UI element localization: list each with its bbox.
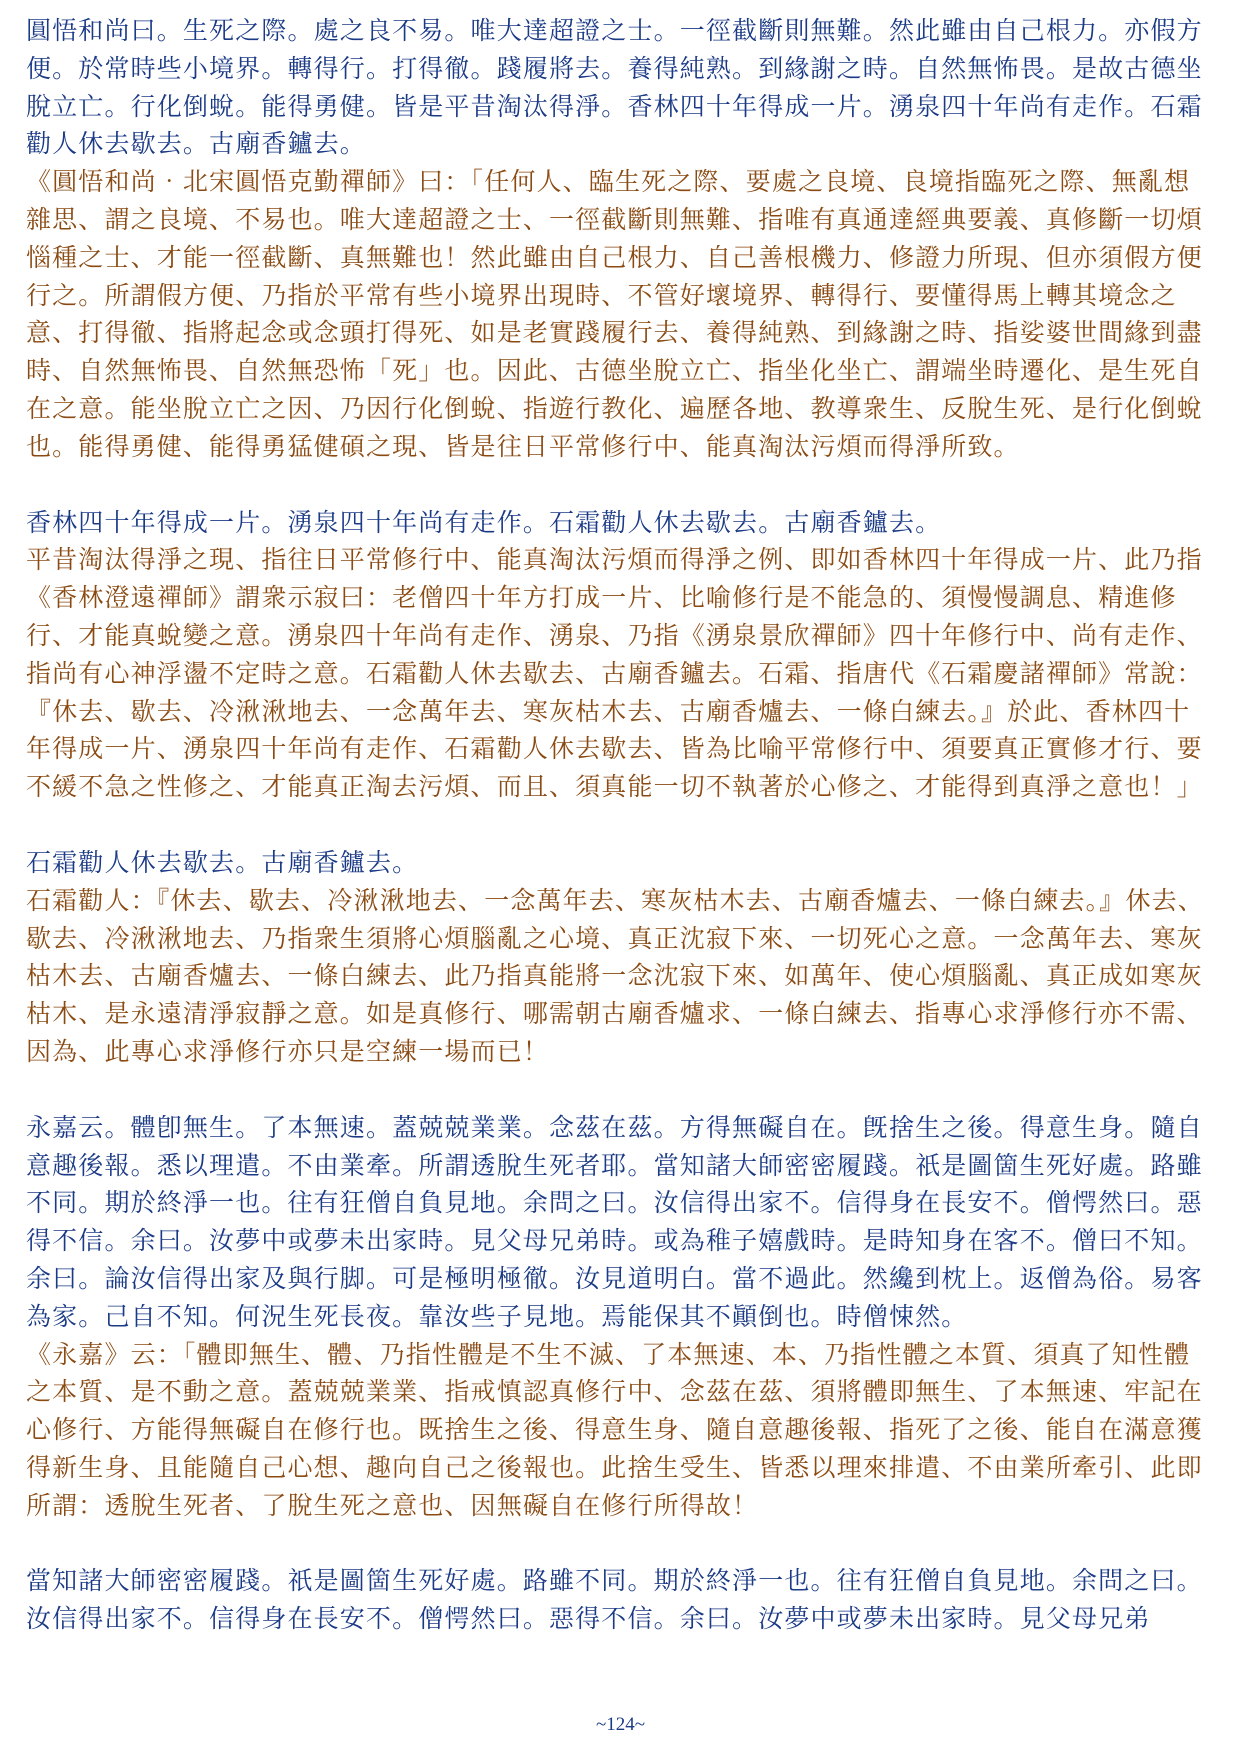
page-number: ~124~: [595, 1714, 646, 1735]
commentary-4: 《永嘉》云：「體即無生、體、乃指性體是不生不滅、了本無速、本、乃指性體之本質、須真了知性體之本質、是不動之意。蓋兢兢業業、指戒慎認真修行中、念茲在茲、須將體即無生、了本無速、牢記在心修行、方能得無礙自在修行也。既捨生之後、得意生身、隨自意趣後報、指死了之後、能自在滿意獲得新生身、且能隨自己心想、趣向自己之後報也。此捨生受生、皆悉以理來排遣、不由業所牽引、此即所謂：透脫生死者、了脫生死之意也、因無礙自在修行所得故！: [26, 1339, 1203, 1520]
paragraph-gap: [26, 1071, 1216, 1109]
paragraph-gap: [26, 806, 1216, 844]
paragraph-gap: [26, 466, 1216, 504]
commentary-3: 石霜勸人：『休去、歇去、冷湫湫地去、一念萬年去、寒灰枯木去、古廟香爐去、一條白練去。』休去、歇去、冷湫湫地去、乃指衆生須將心煩腦亂之心境、真正沈寂下來、一切死心之意。一念萬年去、寒灰枯木去、古廟香爐去、一條白練去、此乃指真能將一念沈寂下來、如萬年、使心煩腦亂、真正成如寒灰枯木、是永遠清淨寂靜之意。如是真修行、哪需朝古廟香爐求、一條白練去、指專心求淨修行亦不需、因為、此專心求淨修行亦只是空練一場而已！: [26, 885, 1204, 1066]
source-quote-1: 圓悟和尚曰。生死之際。處之良不易。唯大達超證之士。一徑截斷則無難。然此雖由自己根力。亦假方便。於常時些小境界。轉得行。打得徹。踐履將去。養得純熟。到緣謝之時。自然無怖畏。是故古德坐脫立亡。行化倒蛻。能得勇健。皆是平昔淘汰得淨。香林四十年得成一片。湧泉四十年尚有走作。石霜勸人休去歇去。古廟香鑪去。: [26, 16, 1203, 159]
commentary-2: 平昔淘汰得淨之現、指往日平常修行中、能真淘汰污煩而得淨之例、即如香林四十年得成一片、此乃指《香林澄遠禪師》謂衆示寂曰：老僧四十年方打成一片、比喻修行是不能急的、須慢慢調息、精進修行、才能真蛻變之意。湧泉四十年尚有走作、湧泉、乃指《湧泉景欣禪師》四十年修行中、尚有走作、指尚有心神浮盪不定時之意。石霜勸人休去歇去、古廟香鑪去。石霜、指唐代《石霜慶諸禪師》常說：『休去、歇去、冷湫湫地去、一念萬年去、寒灰枯木去、古廟香爐去、一條白練去。』於此、香林四十年得成一片、湧泉四十年尚有走作、石霜勸人休去歇去、皆為比喻平常修行中、須要真正實修才行、要不緩不急之性修之、才能真正淘去污煩、而且、須真能一切不執著於心修之、才能得到真淨之意也！」: [26, 545, 1203, 802]
source-quote-3: 石霜勸人休去歇去。古廟香鑪去。: [26, 847, 419, 877]
commentary-1: 《圓悟和尚‧北宋圓悟克勤禪師》曰：「任何人、臨生死之際、要處之良境、良境指臨死之際、無亂想雜思、謂之良境、不易也。唯大達超證之士、一徑截斷則無難、指唯有真通達經典要義、真修斷一切煩惱種之士、才能一徑截斷、真無難也！然此雖由自己根力、自己善根機力、修證力所現、但亦須假方便行之。所謂假方便、乃指於平常有些小境界出現時、不管好壞境界、轉得行、要懂得馬上轉其境念之意、打得徹、指將起念或念頭打得死、如是老實踐履行去、養得純熟、到緣謝之時、指娑婆世間緣到盡時、自然無怖畏、自然無恐怖「死」也。因此、古德坐脫立亡、指坐化坐亡、謂端坐時遷化、是生死自在之意。能坐脫立亡之因、乃因行化倒蛻、指遊行教化、遍歷各地、教導衆生、反脫生死、是行化倒蛻也。能得勇健、能得勇猛健碩之現、皆是往日平常修行中、能真淘汰污煩而得淨所致。: [26, 167, 1203, 461]
source-quote-2: 香林四十年得成一片。湧泉四十年尚有走作。石霜勸人休去歇去。古廟香鑪去。: [26, 507, 942, 537]
document-body: [26, 12, 1216, 1638]
source-quote-4: 永嘉云。體卽無生。了本無速。蓋兢兢業業。念茲在茲。方得無礙自在。旣捨生之後。得意生身。隨自意趣後報。悉以理遣。不由業牽。所謂透脫生死者耶。當知諸大師密密履踐。祇是圖箇生死好處。路雖不同。期於終淨一也。往有狂僧自負見地。余問之曰。汝信得出家不。信得身在長安不。僧愕然曰。惡得不信。余曰。汝夢中或夢未出家時。見父母兄弟時。或為稚子嬉戲時。是時知身在客不。僧曰不知。余曰。論汝信得出家及與行脚。可是極明極徹。汝見道明白。當不過此。然纔到枕上。返僧為俗。易客為家。己自不知。何況生死長夜。靠汝些子見地。焉能保其不顚倒也。時僧悚然。: [26, 1112, 1203, 1331]
source-quote-5: 當知諸大師密密履踐。祇是圖箇生死好處。路雖不同。期於終淨一也。往有狂僧自負見地。余問之曰。汝信得出家不。信得身在長安不。僧愕然曰。惡得不信。余曰。汝夢中或夢未出家時。見父母兄弟: [26, 1566, 1203, 1634]
paragraph-gap: [26, 1524, 1216, 1562]
